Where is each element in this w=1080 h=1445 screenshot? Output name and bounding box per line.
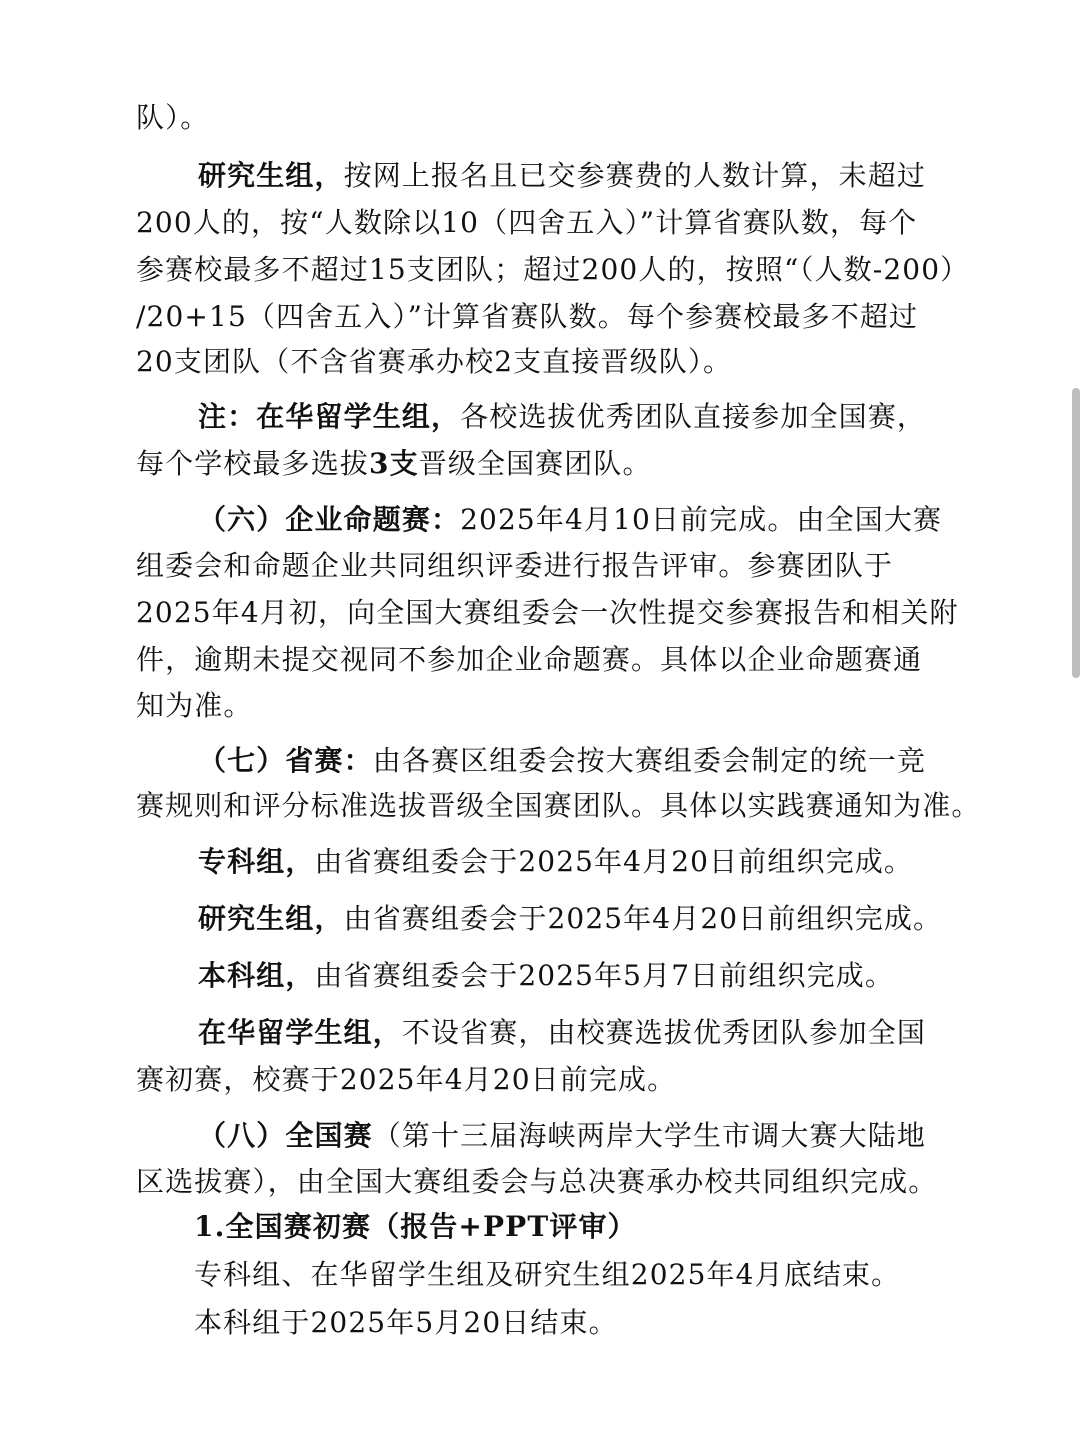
text-run: 由各赛区组委会按大赛组委会制定的统一竞 bbox=[372, 744, 927, 777]
text-line: 20支团队（不含省赛承办校2支直接晋级队）。 bbox=[136, 345, 733, 378]
text-run: （第十三届海峡两岸大学生市调大赛大陆地 bbox=[372, 1119, 927, 1152]
text-run: 每个学校最多选拔 bbox=[136, 447, 369, 480]
section-six-line-1 bbox=[0, 500, 1080, 540]
paragraph-postgrad-line-1 bbox=[0, 156, 1080, 196]
international-line-1 bbox=[0, 1013, 1080, 1053]
text-line: 组委会和命题企业共同组织评委进行报告评审。参赛团队于 bbox=[136, 549, 894, 582]
text-line: 参赛校最多不超过15支团队；超过200人的，按照“（人数-200） bbox=[136, 253, 970, 286]
group-heading: 专科组， bbox=[198, 845, 315, 878]
text-line: 200人的，按“人数除以10（四舍五入）”计算省赛队数，每个 bbox=[136, 206, 918, 239]
group-heading: 研究生组， bbox=[198, 902, 344, 935]
section-seven-line-1 bbox=[0, 741, 1080, 781]
section-heading: 研究生组， bbox=[198, 159, 344, 192]
text-run: 按网上报名且已交参赛费的人数计算，未超过 bbox=[343, 159, 927, 192]
text-run: 由省赛组委会于2025年4月20日前组织完成。 bbox=[343, 902, 943, 935]
undergrad-line bbox=[0, 956, 1080, 996]
text-run: 不设省赛，由校赛选拔优秀团队参加全国 bbox=[401, 1016, 927, 1049]
text-run: 晋级全国赛团队。 bbox=[418, 447, 652, 480]
text-line: 本科组于2025年5月20日结束。 bbox=[194, 1306, 618, 1339]
text-line: 队）。 bbox=[136, 101, 210, 134]
note-heading: 注：在华留学生组， bbox=[198, 400, 461, 433]
text-run: 由省赛组委会于2025年5月7日前组织完成。 bbox=[314, 959, 895, 992]
subsection-heading: 1.全国赛初赛（报告+PPT评审） bbox=[194, 1210, 637, 1243]
text-line: 2025年4月初，向全国大赛组委会一次性提交参赛报告和相关附 bbox=[136, 596, 959, 629]
text-line: 赛规则和评分标准选拔晋级全国赛团队。具体以实践赛通知为准。 bbox=[136, 789, 981, 822]
text-line: /20+15（四舍五入）”计算省赛队数。每个参赛校最多不超过 bbox=[136, 300, 919, 333]
text-line: 赛初赛，校赛于2025年4月20日前完成。 bbox=[136, 1063, 677, 1096]
text-run: 由省赛组委会于2025年4月20日前组织完成。 bbox=[314, 845, 913, 878]
section-heading: （八）全国赛 bbox=[198, 1119, 373, 1152]
paragraph-note-line-1 bbox=[0, 397, 1080, 437]
section-heading: （六）企业命题赛： bbox=[198, 503, 461, 536]
text-line: 区选拔赛），由全国大赛组委会与总决赛承办校共同组织完成。 bbox=[136, 1165, 938, 1198]
text-line: 专科组、在华留学生组及研究生组2025年4月底结束。 bbox=[194, 1258, 901, 1291]
junior-college-line bbox=[0, 842, 1080, 882]
text-run: 各校选拔优秀团队直接参加全国赛， bbox=[460, 400, 927, 433]
postgrad-line bbox=[0, 899, 1080, 939]
text-line: 件，逾期未提交视同不参加企业命题赛。具体以企业命题赛通 bbox=[136, 643, 923, 676]
text-run: 2025年4月10日前完成。由全国大赛 bbox=[460, 503, 943, 536]
scrollbar-thumb[interactable] bbox=[1072, 388, 1080, 678]
text-line bbox=[0, 444, 1080, 484]
group-heading: 本科组， bbox=[198, 959, 315, 992]
section-heading: （七）省赛： bbox=[198, 744, 373, 777]
text-run-bold: 3支 bbox=[368, 447, 419, 480]
text-line: 知为准。 bbox=[136, 689, 253, 722]
group-heading: 在华留学生组， bbox=[198, 1016, 402, 1049]
section-eight-line-1 bbox=[0, 1116, 1080, 1156]
